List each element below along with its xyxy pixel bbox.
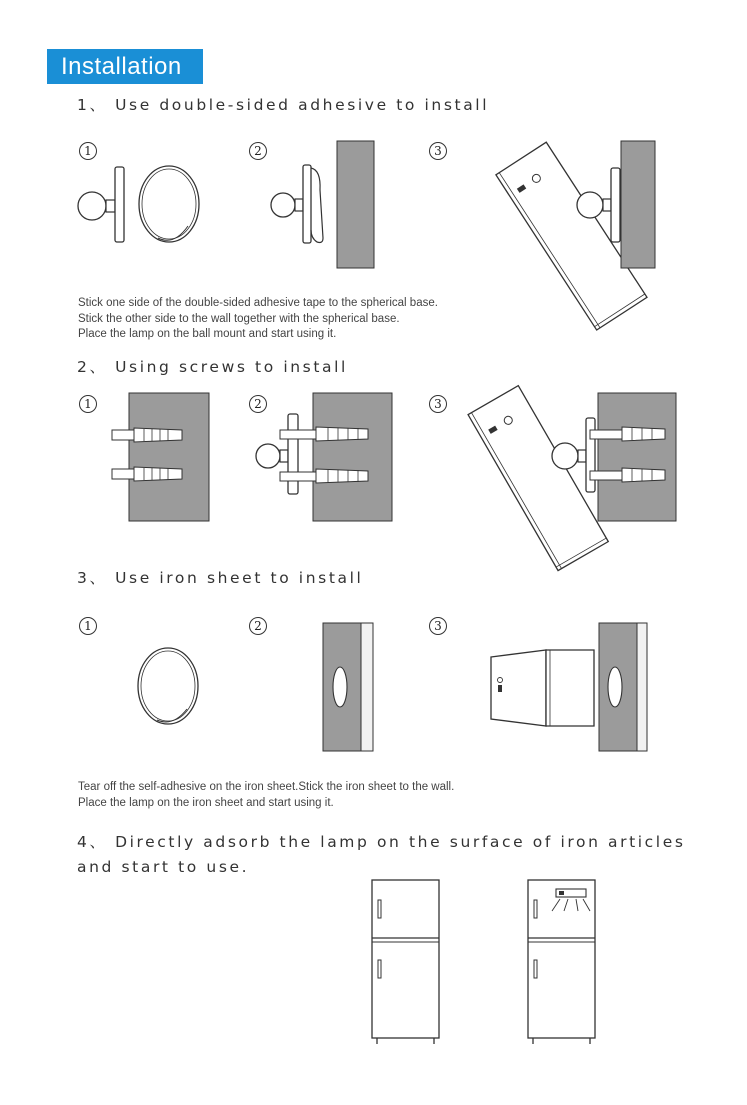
section-1-step-3-marker: 3 (429, 142, 447, 160)
section-4-heading-line-2: and start to use. (77, 858, 250, 876)
section-1-caption (78, 296, 438, 343)
adhesive-step-1-illustration (70, 160, 210, 250)
section-1-caption-line-1: Stick one side of the double-sided adhesive tape to the spherical base. (78, 297, 438, 309)
refrigerator-illustration (368, 878, 443, 1046)
adhesive-step-3-illustration (483, 140, 658, 312)
screws-step-1-illustration (110, 392, 212, 522)
section-1-step-2-marker: 2 (249, 142, 267, 160)
section-3-heading: 3、 Use iron sheet to install (77, 569, 364, 587)
section-3-caption-line-1: Tear off the self-adhesive on the iron sheet.Stick the iron sheet to the wall. (78, 781, 455, 793)
section-3-step-3-marker: 3 (429, 617, 447, 635)
section-3-caption-line-2: Place the lamp on the iron sheet and start using it. (78, 796, 334, 809)
refrigerator-with-lamp-illustration (524, 878, 599, 1046)
section-2-heading: 2、 Using screws to install (77, 358, 348, 376)
section-1-caption-line-3: Place the lamp on the ball mount and start using it. (78, 328, 337, 340)
section-2-step-3-marker: 3 (429, 395, 447, 413)
section-2-step-1-marker: 1 (79, 395, 97, 413)
screws-step-2-illustration (250, 392, 395, 522)
section-1-caption-line-2: Stick the other side to the wall together with the spherical base. (78, 312, 400, 325)
iron-sheet-step-3-illustration (486, 622, 648, 754)
iron-sheet-step-1-illustration (135, 645, 205, 730)
section-3-step-1-marker: 1 (79, 617, 97, 635)
iron-sheet-step-2-illustration (322, 622, 377, 754)
section-1-heading: 1、 Use double-sided adhesive to install (77, 96, 490, 114)
section-3-step-2-marker: 2 (249, 617, 267, 635)
section-4-heading-line-1: 4、 Directly adsorb the lamp on the surface of iron articles (77, 833, 686, 851)
section-1-step-1-marker: 1 (79, 142, 97, 160)
installation-title: Installation (47, 49, 203, 84)
section-3-caption (78, 780, 454, 811)
screws-step-3-illustration (460, 392, 680, 564)
adhesive-step-2-illustration (265, 140, 385, 270)
section-2-step-2-marker: 2 (249, 395, 267, 413)
